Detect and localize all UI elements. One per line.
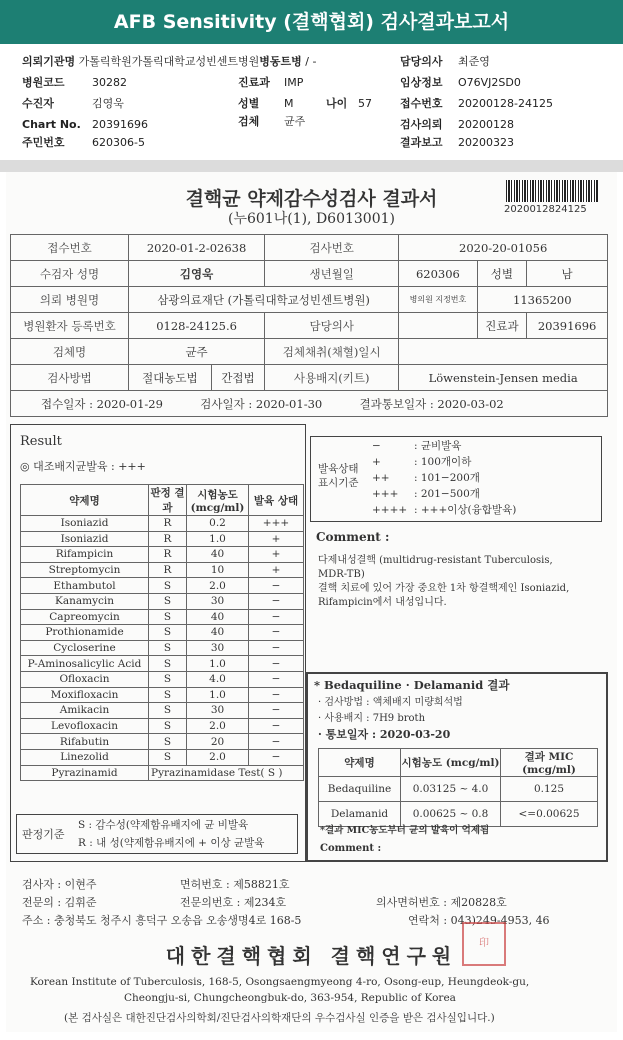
drug-row bbox=[21, 562, 304, 578]
drug-row bbox=[21, 625, 304, 641]
drug-result: S bbox=[149, 640, 187, 656]
name-value: 김영욱 bbox=[129, 261, 265, 287]
tester: 검사자 : 이현주 bbox=[22, 878, 97, 891]
bdq-date: · 통보일자 : 2020-03-20 bbox=[318, 728, 451, 741]
drug-result: R bbox=[149, 562, 187, 578]
report-value: 20200323 bbox=[458, 136, 514, 149]
medium-label: 사용배지(키트) bbox=[265, 365, 399, 391]
dept-label: 진료과 bbox=[238, 76, 270, 89]
ward-label: 병동트병 bbox=[259, 55, 302, 68]
report-banner: AFB Sensitivity (결핵협회) 검사결과보고서 bbox=[0, 0, 623, 44]
judgement-label: 판정기준 bbox=[22, 828, 65, 841]
dept-value: IMP bbox=[284, 76, 304, 89]
legend-symbol: ++++ bbox=[372, 504, 408, 516]
id-value: 620306-5 bbox=[92, 136, 145, 149]
legend-row bbox=[372, 470, 516, 486]
legend-symbol: ++ bbox=[372, 472, 390, 484]
comment-line-1: 다제내성결핵 (multidrug-resistant Tuberculosis, bbox=[318, 555, 553, 566]
collection-label: 검체채취(채혈)일시 bbox=[265, 339, 399, 365]
legend-meaning: : 100개이하 bbox=[414, 456, 472, 468]
legend-row bbox=[372, 438, 516, 454]
sex-value-cell: 남 bbox=[527, 261, 608, 287]
drug-table bbox=[20, 484, 304, 781]
info-table bbox=[10, 234, 608, 417]
received-value: 2020-01-29 bbox=[96, 396, 163, 411]
institution-value: 가톨릭학원가톨릭대학교성빈센트병원 bbox=[78, 55, 260, 68]
legend-meaning: : 균비발육 bbox=[414, 440, 462, 452]
judgement-r: R : 내 성(약제함유배지에 + 이상 균발육 bbox=[78, 837, 265, 849]
doc-subtitle: (누601나(1), D6013001) bbox=[227, 211, 395, 227]
drug-concentration: 40 bbox=[187, 625, 249, 641]
drug-growth: +++ bbox=[249, 516, 304, 532]
method-value-2: 간접법 bbox=[211, 365, 264, 391]
institute-name: 대한결핵협회 결핵연구원 bbox=[165, 944, 458, 968]
drug-concentration: 30 bbox=[187, 640, 249, 656]
barcode-icon bbox=[506, 180, 598, 202]
notified-value: 2020-03-02 bbox=[437, 396, 504, 411]
drug-growth: − bbox=[249, 625, 304, 641]
drug-growth: − bbox=[249, 703, 304, 719]
drug-result: S bbox=[149, 749, 187, 765]
chart-value: 20391696 bbox=[92, 118, 148, 131]
certification-note: (본 검사실은 대한진단검사의학회/진단검사의학재단의 우수검사실 인증을 받은 검사실입니다.) bbox=[64, 1012, 495, 1024]
legend-row bbox=[372, 502, 516, 518]
english-address-2: Cheongju-si, Chungcheongbuk-do, 363-954, Republic of Korea bbox=[124, 992, 456, 1004]
drug-growth: + bbox=[249, 531, 304, 547]
drug-result: R bbox=[149, 531, 187, 547]
drug-concentration: 40 bbox=[187, 609, 249, 625]
reception-no-value: 2020-01-2-02638 bbox=[129, 235, 265, 261]
address: 주소 : 충청북도 청주시 흥덕구 오송읍 오송생명4로 168-5 bbox=[22, 914, 302, 927]
legend-symbol: − bbox=[372, 440, 381, 452]
drug-result: S bbox=[149, 718, 187, 734]
mic-row-mic: <=0.00625 bbox=[501, 802, 598, 827]
doctor-license: 의사면허번호 : 제20828호 bbox=[376, 896, 507, 909]
control-label: ◎ 대조배지균발육 : bbox=[20, 460, 115, 473]
drug-name: Capreomycin bbox=[21, 609, 149, 625]
drug-row bbox=[21, 547, 304, 563]
received-label: 접수일자 : bbox=[41, 396, 93, 411]
drug-row bbox=[21, 703, 304, 719]
drug-growth: + bbox=[249, 547, 304, 563]
receipt-value: 20200128-24125 bbox=[458, 97, 553, 110]
drug-row bbox=[21, 671, 304, 687]
dept-cell-label: 진료과 bbox=[477, 313, 527, 339]
mic-header-conc: 시험농도 (mcg/ml) bbox=[401, 749, 501, 777]
drug-concentration: 1.0 bbox=[187, 531, 249, 547]
section-divider bbox=[0, 160, 623, 172]
drug-concentration: 2.0 bbox=[187, 578, 249, 594]
drug-row bbox=[21, 531, 304, 547]
mic-row-drug: Delamanid bbox=[319, 802, 401, 827]
drug-growth: − bbox=[249, 656, 304, 672]
legend-symbol: +++ bbox=[372, 488, 399, 500]
specimen-value: 균주 bbox=[284, 115, 306, 128]
judgement-s: S : 감수성(약제함유배지에 균 비발육 bbox=[78, 819, 249, 831]
drug-growth: − bbox=[249, 734, 304, 750]
mic-row-mic: 0.125 bbox=[501, 777, 598, 802]
tested-value: 2020-01-30 bbox=[255, 396, 323, 411]
mic-header-drug: 약제명 bbox=[319, 749, 401, 777]
notified-label: 결과통보일자 : bbox=[359, 396, 434, 411]
drug-name: Ethambutol bbox=[21, 578, 149, 594]
specimen-cell-label: 검체명 bbox=[11, 339, 129, 365]
drug-header-growth: 발육 상태 bbox=[249, 485, 304, 516]
drug-growth: − bbox=[249, 578, 304, 594]
drug-name: P-Aminosalicylic Acid bbox=[21, 656, 149, 672]
phone: 연락처 : 043)249-4953, 46 bbox=[408, 914, 550, 927]
drug-growth: − bbox=[249, 749, 304, 765]
legend-symbol: + bbox=[372, 456, 381, 468]
drug-name: Amikacin bbox=[21, 703, 149, 719]
drug-result: S bbox=[149, 609, 187, 625]
drug-header-name: 약제명 bbox=[21, 485, 149, 516]
bdq-comment: Comment : bbox=[320, 843, 382, 854]
drug-growth: − bbox=[249, 671, 304, 687]
legend-row bbox=[372, 486, 516, 502]
drug-concentration: 10 bbox=[187, 562, 249, 578]
id-label: 주민번호 bbox=[22, 136, 65, 149]
drug-result: S bbox=[149, 734, 187, 750]
drug-result: R bbox=[149, 516, 187, 532]
drug-concentration: 1.0 bbox=[187, 687, 249, 703]
drug-growth: − bbox=[249, 640, 304, 656]
drug-concentration: 30 bbox=[187, 593, 249, 609]
specimen-cell-value: 균주 bbox=[129, 339, 265, 365]
patient-label: 수진자 bbox=[22, 97, 54, 110]
chart-label: Chart No. bbox=[22, 118, 81, 131]
sex-label: 성별 bbox=[238, 97, 260, 110]
patient-header bbox=[0, 52, 623, 162]
collection-value bbox=[399, 339, 608, 365]
dob-label: 생년월일 bbox=[265, 261, 399, 287]
drug-name: Rifabutin bbox=[21, 734, 149, 750]
drug-row bbox=[21, 578, 304, 594]
drug-name: Streptomycin bbox=[21, 562, 149, 578]
tester-license: 면허번호 : 제58821호 bbox=[180, 878, 290, 891]
hospital-code-value: 30282 bbox=[92, 76, 127, 89]
mic-row-conc: 0.03125 ~ 4.0 bbox=[401, 777, 501, 802]
legend-meaning: : +++이상(융합발육) bbox=[414, 504, 517, 516]
drug-result: S bbox=[149, 687, 187, 703]
scanned-report bbox=[6, 172, 617, 1032]
drug-name: Kanamycin bbox=[21, 593, 149, 609]
drug-row bbox=[21, 593, 304, 609]
drug-concentration: 30 bbox=[187, 703, 249, 719]
drug-result: S bbox=[149, 593, 187, 609]
doctor-cell-value bbox=[399, 313, 477, 339]
legend-row bbox=[372, 454, 516, 470]
clinical-value: O76VJ2SD0 bbox=[458, 76, 521, 89]
institution-label: 의뢰기관명 bbox=[22, 55, 76, 68]
designated-value: 11365200 bbox=[477, 287, 607, 313]
drug-row bbox=[21, 656, 304, 672]
bdq-method: · 검사방법 : 액체배지 미량희석법 bbox=[318, 697, 463, 708]
sex-label-cell: 성별 bbox=[477, 261, 527, 287]
drug-row bbox=[21, 609, 304, 625]
hospital-code-label: 병원코드 bbox=[22, 76, 65, 89]
drug-growth: + bbox=[249, 562, 304, 578]
pza-name: Pyrazinamid bbox=[21, 765, 149, 781]
drug-result: S bbox=[149, 625, 187, 641]
reg-label: 병원환자 등록번호 bbox=[11, 313, 129, 339]
doctor-cell-label: 담당의사 bbox=[265, 313, 399, 339]
comment-line-2: MDR-TB) bbox=[318, 569, 365, 580]
drug-concentration: 1.0 bbox=[187, 656, 249, 672]
doctor-value: 최준영 bbox=[458, 55, 490, 68]
test-no-value: 2020-20-01056 bbox=[399, 235, 608, 261]
legend-meaning: : 101−200개 bbox=[414, 472, 480, 484]
drug-row bbox=[21, 749, 304, 765]
drug-name: Rifampicin bbox=[21, 547, 149, 563]
age-value: 57 bbox=[358, 97, 372, 110]
specialist-license: 전문의번호 : 제234호 bbox=[180, 896, 287, 909]
drug-growth: − bbox=[249, 593, 304, 609]
mic-row-conc: 0.00625 ~ 0.8 bbox=[401, 802, 501, 827]
drug-header-result: 판정 결과 bbox=[149, 485, 187, 516]
drug-concentration: 2.0 bbox=[187, 718, 249, 734]
drug-concentration: 40 bbox=[187, 547, 249, 563]
drug-result: S bbox=[149, 671, 187, 687]
designated-label: 병의원 지정번호 bbox=[399, 287, 477, 313]
seal-stamp-icon: 印 bbox=[462, 922, 506, 966]
bdq-note: *결과 MIC농도부터 균의 발육이 억제됨 bbox=[320, 825, 490, 836]
legend-label: 발육상태 표시기준 bbox=[318, 463, 359, 489]
hospital-value: 삼광의료재단 (가톨릭대학교성빈센트병원) bbox=[129, 287, 399, 313]
specimen-label: 검체 bbox=[238, 115, 260, 128]
reception-no-label: 접수번호 bbox=[11, 235, 129, 261]
drug-row bbox=[21, 687, 304, 703]
drug-row bbox=[21, 516, 304, 532]
doctor-label: 담당의사 bbox=[400, 55, 443, 68]
method-label: 검사방법 bbox=[11, 365, 129, 391]
drug-name: Isoniazid bbox=[21, 531, 149, 547]
drug-concentration: 4.0 bbox=[187, 671, 249, 687]
drug-growth: − bbox=[249, 718, 304, 734]
result-label: Result bbox=[20, 434, 62, 449]
drug-name: Isoniazid bbox=[21, 516, 149, 532]
clinical-label: 임상정보 bbox=[400, 76, 443, 89]
drug-row bbox=[21, 640, 304, 656]
drug-name: Linezolid bbox=[21, 749, 149, 765]
drug-name: Moxifloxacin bbox=[21, 687, 149, 703]
report-label: 결과보고 bbox=[400, 136, 443, 149]
reg-value: 0128-24125.6 bbox=[129, 313, 265, 339]
medium-value: Löwenstein-Jensen media bbox=[399, 365, 608, 391]
drug-row bbox=[21, 734, 304, 750]
receipt-label: 접수번호 bbox=[400, 97, 443, 110]
pza-result: Pyrazinamidase Test( S ) bbox=[149, 765, 304, 781]
request-value: 20200128 bbox=[458, 118, 514, 131]
control-value: +++ bbox=[118, 460, 146, 473]
barcode-number: 2020012824125 bbox=[504, 204, 587, 215]
legend-meaning: : 201−500개 bbox=[414, 488, 480, 500]
name-label: 수검자 성명 bbox=[11, 261, 129, 287]
drug-concentration: 2.0 bbox=[187, 749, 249, 765]
dob-value: 620306 bbox=[399, 261, 477, 287]
drug-concentration: 20 bbox=[187, 734, 249, 750]
doc-title: 결핵균 약제감수성검사 결과서 bbox=[185, 188, 438, 210]
ward-value: / - bbox=[305, 55, 317, 68]
drug-name: Levofloxacin bbox=[21, 718, 149, 734]
dept-cell-value: 20391696 bbox=[527, 313, 608, 339]
mic-row-drug: Bedaquiline bbox=[319, 777, 401, 802]
drug-name: Ofloxacin bbox=[21, 671, 149, 687]
specialist: 전문의 : 김휘준 bbox=[22, 896, 97, 909]
test-no-label: 검사번호 bbox=[265, 235, 399, 261]
mic-header-mic: 결과 MIC (mcg/ml) bbox=[501, 749, 598, 777]
drug-growth: − bbox=[249, 687, 304, 703]
drug-result: R bbox=[149, 547, 187, 563]
request-label: 검사의뢰 bbox=[400, 118, 443, 131]
drug-result: S bbox=[149, 578, 187, 594]
drug-concentration: 0.2 bbox=[187, 516, 249, 532]
method-value-1: 절대농도법 bbox=[129, 365, 212, 391]
english-address-1: Korean Institute of Tuberculosis, 168-5, Osongsaengmyeong 4-ro, Osong-eup, Heungdeok-gu, bbox=[30, 976, 530, 988]
bdq-title: * Bedaquiline · Delamanid 결과 bbox=[314, 678, 510, 692]
bdq-medium: · 사용배지 : 7H9 broth bbox=[318, 713, 426, 724]
comment-label: Comment : bbox=[316, 530, 390, 544]
drug-name: Prothionamide bbox=[21, 625, 149, 641]
drug-row bbox=[21, 718, 304, 734]
comment-line-3: 결핵 치료에 있어 가장 중요한 1차 항결핵제인 Isoniazid, bbox=[318, 583, 570, 594]
hospital-label: 의뢰 병원명 bbox=[11, 287, 129, 313]
drug-header-conc: 시험농도 (mcg/ml) bbox=[187, 485, 249, 516]
tested-label: 검사일자 : bbox=[200, 396, 253, 411]
mic-table bbox=[318, 748, 598, 827]
age-label: 나이 bbox=[326, 97, 348, 110]
drug-result: S bbox=[149, 703, 187, 719]
drug-name: Cycloserine bbox=[21, 640, 149, 656]
patient-value: 김영욱 bbox=[92, 97, 124, 110]
drug-result: S bbox=[149, 656, 187, 672]
sex-value: M bbox=[284, 97, 294, 110]
comment-line-4: Rifampicin에서 내성입니다. bbox=[318, 597, 447, 608]
drug-growth: − bbox=[249, 609, 304, 625]
